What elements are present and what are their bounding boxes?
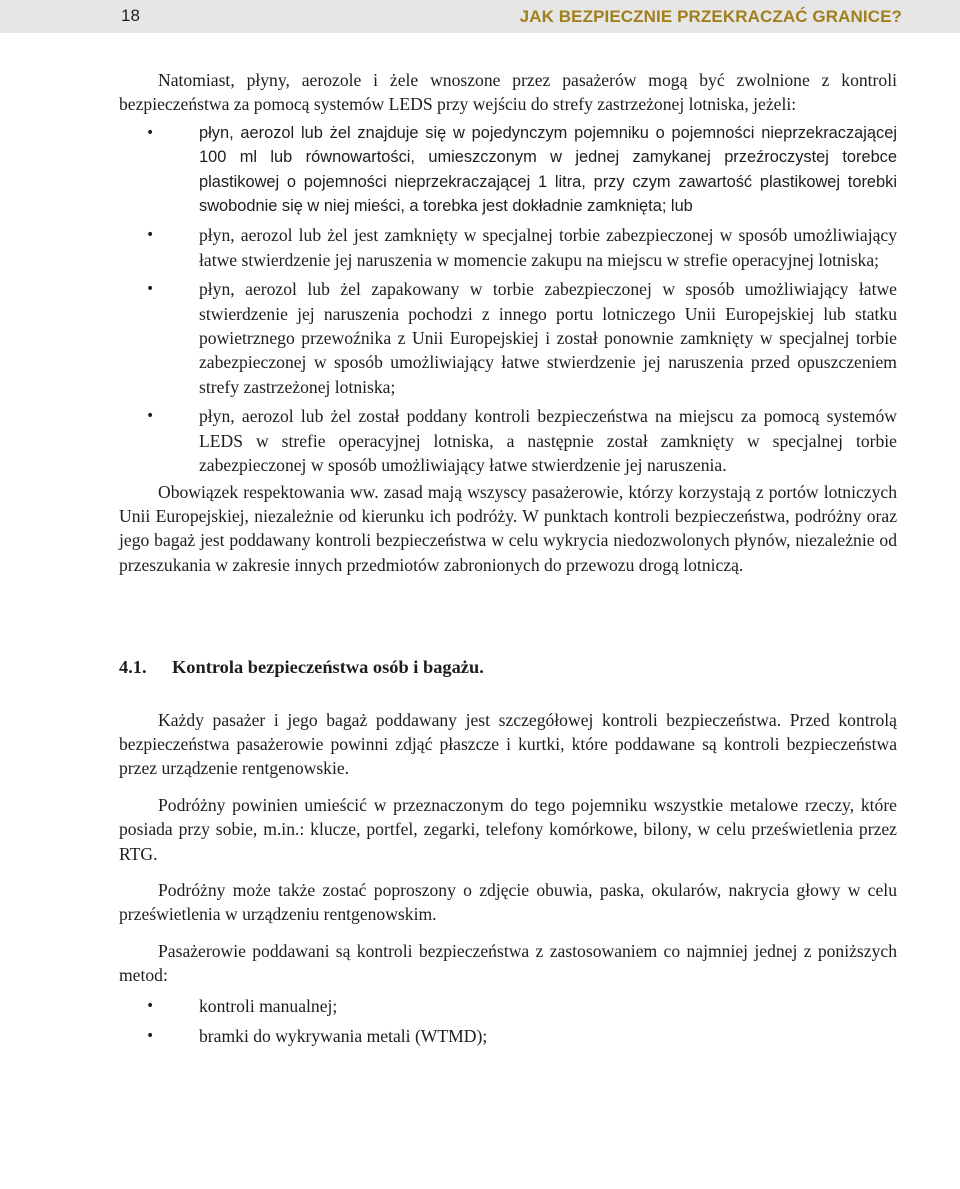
- section-heading: [119, 655, 897, 679]
- page-body: [119, 68, 897, 1048]
- methods-list: [119, 994, 897, 1049]
- body-paragraph: Każdy pasażer i jego bagaż poddawany jest szczegółowej kontroli bezpieczeństwa. Przed kontrolą bezpieczeństwa pasażerowie powinni zdjąć płaszcze i kurtki, które poddawane są kontroli bezpieczeństwa przez urządzenie rentgenowskie.: [119, 709, 897, 779]
- section-number: 4.1.: [119, 657, 147, 678]
- condition-item: • płyn, aerozol lub żel jest zamknięty w specjalnej torbie zabezpieczonej w sposób umożliwiający łatwe stwierdzenie jej naruszenia w momencie zakupu na miejscu w strefie operacyjnej lotniska;: [199, 223, 897, 272]
- body-paragraph: Podróżny może także zostać poproszony o zdjęcie obuwia, paska, okularów, nakrycia głowy w celu prześwietlenia w urządzeniu rentgenowskim.: [119, 879, 897, 925]
- condition-item: • płyn, aerozol lub żel zapakowany w torbie zabezpieczonej w sposób umożliwiający łatwe stwierdzenie jej naruszenia pochodzi z innego portu lotniczego Unii Europejskiej lub statku powietrznego przewoźnika z Unii Europejskiej i został ponownie zamknięty w specjalnej torbie zabezpieczonej w sposób umożliwiający łatwe stwierdzenie jej naruszenia przed opuszczeniem strefy zastrzeżonej lotniska;: [199, 277, 897, 399]
- page-number: 18: [121, 6, 140, 25]
- method-item: • kontroli manualnej;: [199, 994, 897, 1018]
- conditions-list: [119, 121, 897, 478]
- condition-item: • płyn, aerozol lub żel został poddany kontroli bezpieczeństwa na miejscu za pomocą systemów LEDS w strefie operacyjnej lotniska, a następnie został zamknięty w specjalnej torbie zabezpieczonej w sposób umożliwiający łatwe stwierdzenie jej naruszenia.: [199, 404, 897, 477]
- section-title: Kontrola bezpieczeństwa osób i bagażu.: [172, 657, 484, 678]
- running-header: [0, 0, 960, 33]
- running-title: JAK BEZPIECZNIE PRZEKRACZAĆ GRANICE?: [519, 7, 902, 26]
- body-paragraph: Podróżny powinien umieścić w przeznaczonym do tego pojemniku wszystkie metalowe rzeczy, które posiada przy sobie, m.in.: klucze, portfel, zegarki, telefony komórkowe, bilony, w celu prześwietlenia przez RTG.: [119, 794, 897, 864]
- condition-item: • płyn, aerozol lub żel znajduje się w pojedynczym pojemniku o pojemności nieprzekraczającej 100 ml lub równowartości, umieszczonym w jednej zamykanej przeźroczystej torebce plastikowej o pojemności nieprzekraczającej 1 litra, przy czym zawartość plastikowej torebki swobodnie się w niej mieści, a torebka jest dokładnie zamknięta; lub: [199, 121, 897, 219]
- intro-paragraph: Natomiast, płyny, aerozole i żele wnoszone przez pasażerów mogą być zwolnione z kontroli bezpieczeństwa za pomocą systemów LEDS przy wejściu do strefy zastrzeżonej lotniska, jeżeli:: [119, 70, 897, 115]
- method-item: • bramki do wykrywania metali (WTMD);: [199, 1024, 897, 1048]
- body-paragraph: Pasażerowie poddawani są kontroli bezpieczeństwa z zastosowaniem co najmniej jednej z poniższych metod:: [119, 940, 897, 986]
- obligation-paragraph: Obowiązek respektowania ww. zasad mają wszyscy pasażerowie, którzy korzystają z portów lotniczych Unii Europejskiej, niezależnie od kierunku ich podróży. W punktach kontroli bezpieczeństwa, podróżny oraz jego bagaż jest poddawany kontroli bezpieczeństwa w celu wykrycia niedozwolonych płynów, niezależnie od przeszukania w zakresie innych przedmiotów zabronionych do przewozu drogą lotniczą.: [119, 481, 897, 575]
